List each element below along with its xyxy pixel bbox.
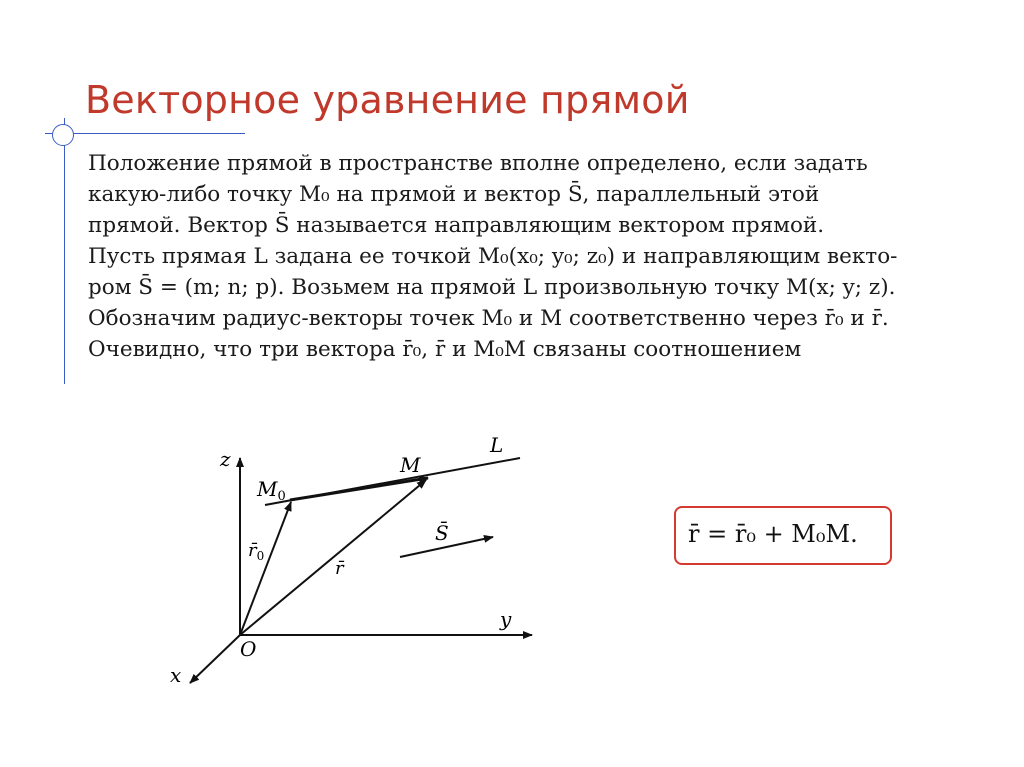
z-axis-label: z <box>220 447 231 471</box>
vector-r <box>240 480 426 635</box>
vector-equation-box <box>674 506 892 565</box>
x-axis-label: x <box>170 663 182 687</box>
x-axis <box>190 635 240 683</box>
decor-vertical-line <box>64 118 65 384</box>
text-line-2: какую-либо точку M₀ на прямой и вектор S̄, параллельный этой <box>88 182 820 207</box>
vector-r-label: r̄ <box>335 558 344 579</box>
line-l-label: L <box>490 433 504 457</box>
text-line-4: Пусть прямая L задана ее точкой M₀(x₀; y₀; z₀) и направляющим векто- <box>88 244 898 269</box>
definition-paragraph <box>88 148 968 365</box>
text-line-3: прямой. Вектор S̄ называется направляющим вектором прямой. <box>88 213 825 238</box>
vector-equation: r̄ = r̄₀ + M₀M. <box>688 520 858 548</box>
text-line-1: Положение прямой в пространстве вполне определено, если задать <box>88 151 868 176</box>
vector-line-diagram <box>160 430 560 700</box>
vector-r0-label: $r̄_0$ <box>248 540 265 563</box>
slide-title: Векторное уравнение прямой <box>85 78 690 122</box>
text-line-6: Обозначим радиус-векторы точек M₀ и M соответственно через r̄₀ и r̄. <box>88 306 889 331</box>
decor-horizontal-line <box>45 133 245 134</box>
decor-circle <box>52 124 74 146</box>
text-line-7: Очевидно, что три вектора r̄₀, r̄ и M₀M связаны соотношением <box>88 337 802 362</box>
text-line-5: ром S̄ = (m; n; p). Возьмем на прямой L произвольную точку M(x; y; z). <box>88 275 896 300</box>
y-axis-label: y <box>500 607 512 631</box>
point-m0-label: $M_0$ <box>257 477 286 504</box>
vector-s-label: S̄ <box>435 521 449 545</box>
point-m-label: M <box>400 453 421 477</box>
origin-label: O <box>240 637 257 661</box>
